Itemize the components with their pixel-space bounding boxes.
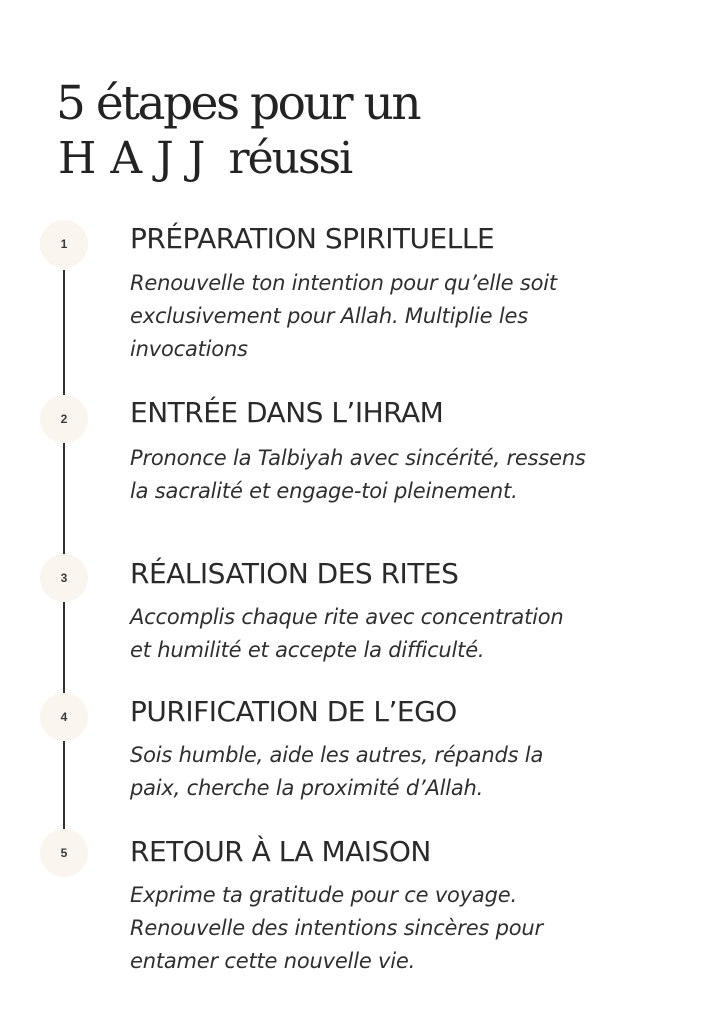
step-description-line: invocations bbox=[130, 337, 248, 361]
title-reussi: réussi bbox=[228, 133, 352, 184]
step-number-badge: 4 bbox=[40, 693, 88, 741]
timeline-segment-3 bbox=[63, 602, 65, 698]
step-number-badge: 2 bbox=[40, 395, 88, 443]
step-description-line: Prononce la Talbiyah avec sincérité, ressens bbox=[130, 446, 586, 470]
step-title: ENTRÉE DANS L’IHRAM bbox=[130, 396, 444, 429]
step-number-badge: 3 bbox=[40, 554, 88, 602]
step-number-badge: 1 bbox=[40, 220, 88, 268]
step-title: RETOUR À LA MAISON bbox=[130, 835, 431, 868]
step-description-line: Sois humble, aide les autres, répands la bbox=[130, 743, 544, 767]
step-description bbox=[130, 601, 690, 667]
step-description-line: exclusivement pour Allah. Multiplie les bbox=[130, 304, 528, 328]
step-title: RÉALISATION DES RITES bbox=[130, 557, 459, 590]
page-title-line2 bbox=[58, 132, 351, 195]
timeline-segment-1 bbox=[63, 270, 65, 396]
step-title: PURIFICATION DE L’EGO bbox=[130, 695, 457, 728]
step-description bbox=[130, 879, 690, 978]
step-number-badge: 5 bbox=[40, 829, 88, 877]
timeline-segment-4 bbox=[63, 740, 65, 836]
step-description-line: Exprime ta gratitude pour ce voyage. bbox=[130, 883, 517, 907]
step-description-line: entamer cette nouvelle vie. bbox=[130, 949, 416, 973]
step-description-line: Renouvelle des intentions sincères pour bbox=[130, 916, 543, 940]
step-description-line: la sacralité et engage-toi pleinement. bbox=[130, 479, 518, 503]
step-description-line: Renouvelle ton intention pour qu’elle soit bbox=[130, 271, 557, 295]
title-hajj: HAJJ bbox=[58, 133, 220, 184]
step-title: PRÉPARATION SPIRITUELLE bbox=[130, 222, 495, 255]
page-title-line1: 5 étapes pour un bbox=[56, 76, 420, 131]
step-description-line: et humilité et accepte la difficulté. bbox=[130, 638, 485, 662]
step-description-line: Accomplis chaque rite avec concentration bbox=[130, 605, 564, 629]
step-description-line: paix, cherche la proximité d’Allah. bbox=[130, 776, 484, 800]
timeline-segment-2 bbox=[63, 442, 65, 560]
step-description bbox=[130, 739, 690, 805]
step-description bbox=[130, 442, 690, 508]
step-description bbox=[130, 267, 690, 366]
